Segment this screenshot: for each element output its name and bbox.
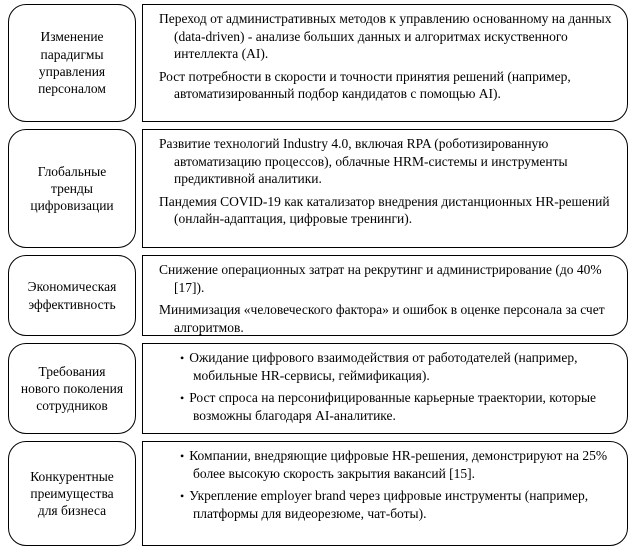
diagram-row-competitive-advantages [8,441,628,546]
detail-paragraph: Развитие технологий Industry 4.0, включая RPA (роботизированную автоматизацию процессов), облачные HRM-системы и инструменты предиктивной аналитики. [159,136,568,187]
category-box-paradigm-shift [8,4,136,122]
detail-bullet-text: Рост спроса на персонифицированные карьерные траектории, которые возможны благодаря AI-аналитике. [189,390,597,423]
category-label: Требования нового поколения сотрудников [20,363,124,414]
detail-box-new-generation [142,343,628,434]
category-box-new-generation [8,343,136,434]
detail-box-economic-efficiency [142,255,628,336]
category-label: Экономическая эффективность [27,279,117,312]
detail-bullet [159,487,619,522]
detail-box-competitive-advantages [142,441,628,546]
detail-bullet [159,349,619,384]
category-label: Изменение парадигмы управления персоналом [38,29,106,97]
category-box-global-trends [8,129,136,248]
detail-paragraph: Снижение операционных затрат на рекрутинг и администрирование (до 40% [17]). [159,262,602,295]
diagram-row-global-trends [8,129,628,248]
detail-paragraph: Пандемия COVID-19 как катализатор внедрения дистанционных HR-решений (онлайн-адаптация, цифровые тренинги). [159,193,610,227]
detail-paragraph: Минимизация «человеческого фактора» и ошибок в оценке персонала за счет алгоритмов. [159,302,605,335]
detail-paragraph: Переход от административных методов к управлению основанному на данных (data-driven) - анализе больших данных и алгоритмах искуственного интеллекта (AI). [159,11,612,62]
detail-paragraph: Рост потребности в скорости и точности принятия решений (например, автоматизированный подбор кандидатов с помощью AI). [159,68,571,102]
category-box-competitive-advantages [8,441,136,546]
bullet-icon: • [180,489,185,504]
detail-bullet-text: Компании, внедряющие цифровые HR-решения, демонстрируют на 25% более высокую скорость закрытия вакансий [15]. [189,448,608,481]
diagram-row-economic-efficiency [8,255,628,336]
detail-bullet-text: Укрепление employer brand через цифровые инструменты (например, платформы для видеорезюме, чат-боты). [189,488,589,521]
category-box-economic-efficiency [8,255,136,336]
diagram-row-new-generation [8,343,628,434]
bullet-icon: • [180,351,185,365]
bullet-icon: • [180,449,185,463]
detail-bullet-text: Ожидание цифрового взаимодействия от работодателей (например, мобильные HR-сервисы, геймификация). [189,350,578,383]
detail-bullet [159,447,619,482]
category-label: Глобальные тренды цифровизации [30,163,114,214]
diagram-row-paradigm-shift [8,4,628,122]
category-label: Конкурентные преимущества для бизнеса [30,468,114,519]
detail-box-global-trends [142,129,628,248]
detail-box-paradigm-shift [142,4,628,122]
bullet-icon: • [180,391,185,406]
detail-bullet [159,389,619,424]
